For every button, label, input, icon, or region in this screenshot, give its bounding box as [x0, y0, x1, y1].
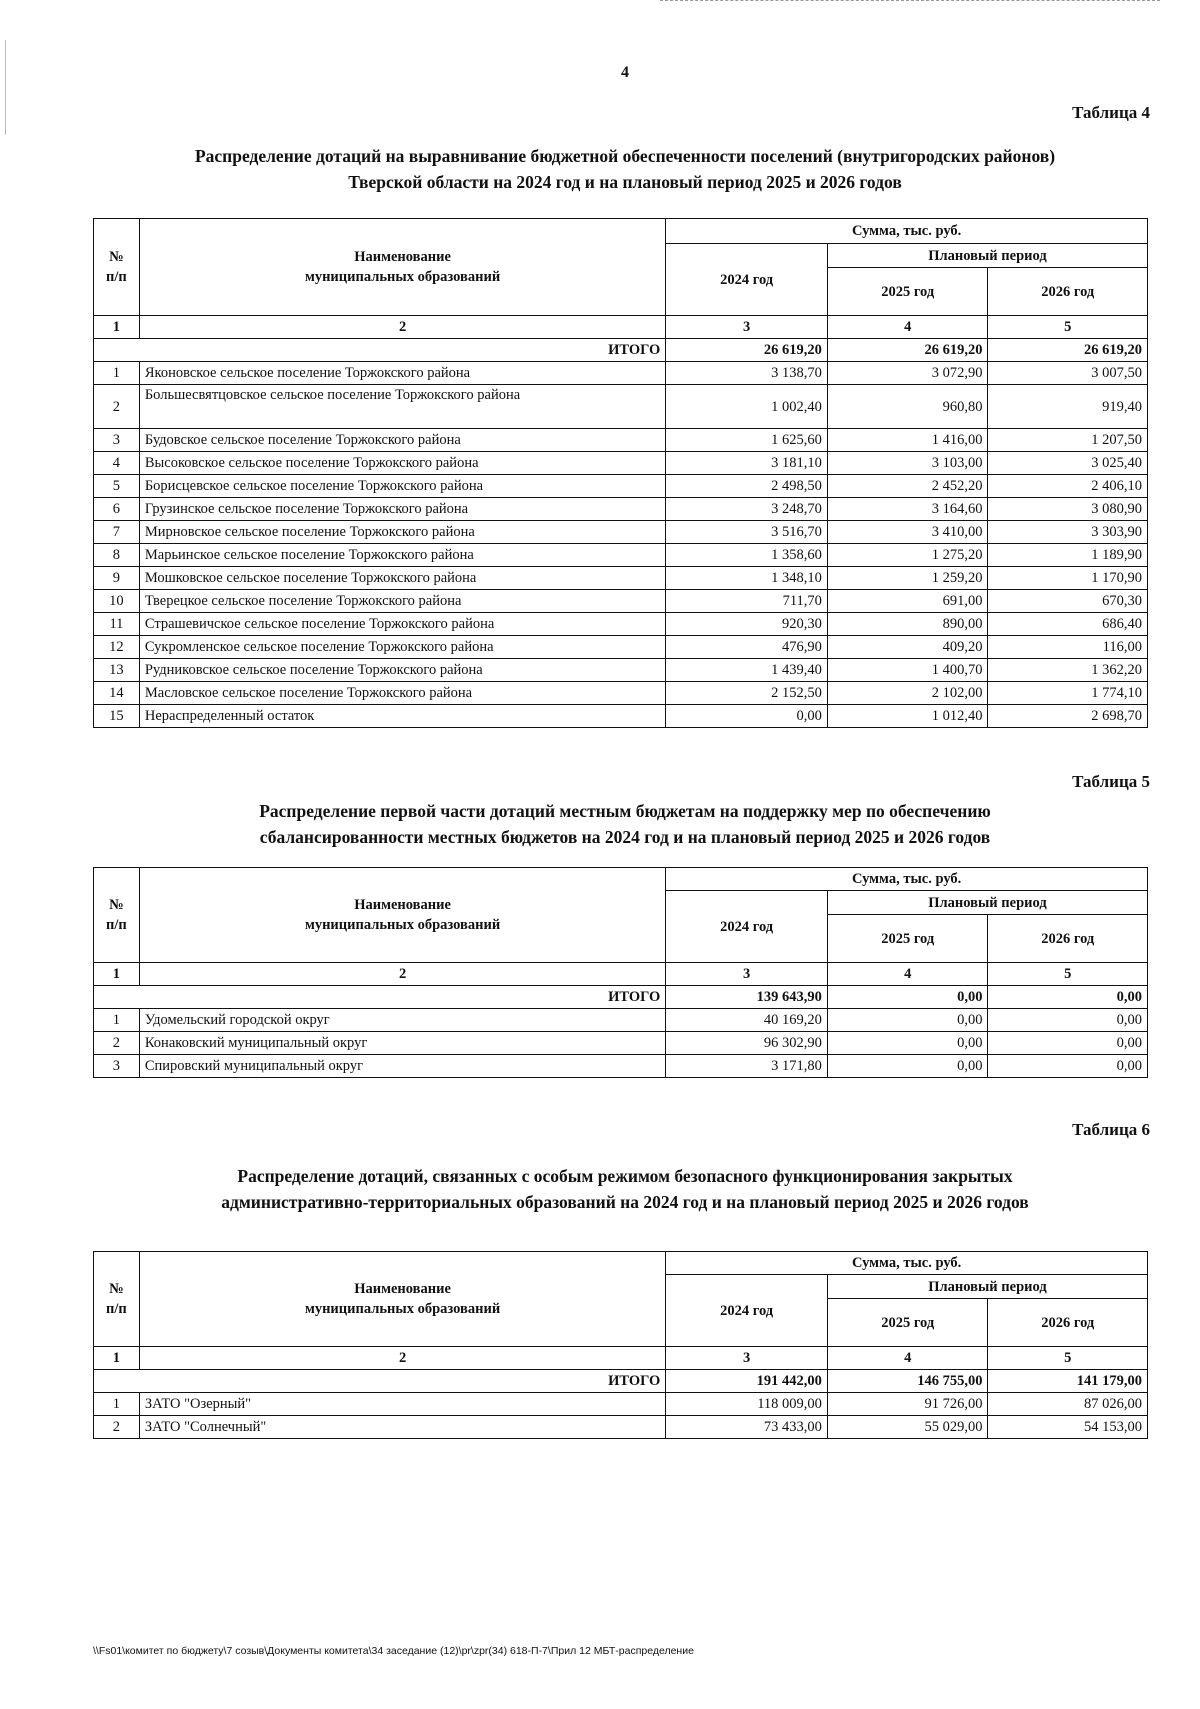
- total-2026: 26 619,20: [988, 339, 1148, 362]
- row-number: 1: [94, 1009, 140, 1032]
- table-6-title-line-1: Распределение дотаций, связанных с особым режимом безопасного функционирования закрытых: [237, 1166, 1013, 1186]
- header-2025: 2025 год: [827, 915, 988, 963]
- col-index-4: 4: [827, 963, 988, 986]
- col-index-1: 1: [94, 316, 140, 339]
- header-2025: 2025 год: [827, 268, 988, 316]
- table-row: [94, 429, 1148, 452]
- row-value-2024: 3 181,10: [666, 452, 828, 475]
- col-index-1: 1: [94, 1347, 140, 1370]
- total-2024: 139 643,90: [666, 986, 828, 1009]
- row-value-2024: 3 138,70: [666, 362, 828, 385]
- header-name: Наименование муниципальных образований: [139, 219, 665, 316]
- row-value-2025: 1 416,00: [827, 429, 988, 452]
- row-name: Удомельский городской округ: [139, 1009, 665, 1032]
- row-value-2024: 711,70: [666, 590, 828, 613]
- header-2026: 2026 год: [988, 268, 1148, 316]
- row-value-2024: 2 152,50: [666, 682, 828, 705]
- row-value-2025: 0,00: [827, 1032, 988, 1055]
- header-name: Наименование муниципальных образований: [139, 868, 665, 963]
- table-row: [94, 521, 1148, 544]
- table-4-title: [100, 143, 1150, 195]
- row-number: 4: [94, 452, 140, 475]
- table-6-caption: Таблица 6: [1072, 1120, 1150, 1139]
- table-row: [94, 567, 1148, 590]
- table-row: [94, 659, 1148, 682]
- table-row: [94, 636, 1148, 659]
- row-name: Мирновское сельское поселение Торжокского района: [139, 521, 665, 544]
- row-number: 2: [94, 385, 140, 429]
- table-5-title: [100, 798, 1150, 850]
- row-name: Яконовское сельское поселение Торжокского района: [139, 362, 665, 385]
- row-name: Сукромленское сельское поселение Торжокского района: [139, 636, 665, 659]
- scan-left-mark: [5, 40, 6, 135]
- total-label: ИТОГО: [94, 986, 666, 1009]
- row-name: Страшевичское сельское поселение Торжокского района: [139, 613, 665, 636]
- row-number: 10: [94, 590, 140, 613]
- table-5-caption: Таблица 5: [1072, 772, 1150, 791]
- row-value-2025: 55 029,00: [827, 1416, 988, 1439]
- table-4-title-line-2: Тверской области на 2024 год и на плановый период 2025 и 2026 годов: [348, 172, 902, 192]
- row-value-2026: 1 774,10: [988, 682, 1148, 705]
- table-5-title-line-2: сбалансированности местных бюджетов на 2024 год и на плановый период 2025 и 2026 годов: [259, 827, 991, 847]
- col-index-5: 5: [988, 963, 1148, 986]
- col-index-1: 1: [94, 963, 140, 986]
- header-number: № п/п: [94, 1252, 140, 1347]
- row-name: Тверецкое сельское поселение Торжокского района: [139, 590, 665, 613]
- table-row: [94, 1416, 1148, 1439]
- row-number: 3: [94, 1055, 140, 1078]
- table-row: [94, 705, 1148, 728]
- header-planned-period: Плановый период: [827, 891, 1147, 915]
- row-number: 8: [94, 544, 140, 567]
- col-index-5: 5: [988, 316, 1148, 339]
- total-row: [94, 339, 1148, 362]
- header-2026: 2026 год: [988, 1299, 1148, 1347]
- row-value-2026: 0,00: [988, 1032, 1148, 1055]
- row-value-2026: 3 007,50: [988, 362, 1148, 385]
- header-sum: Сумма, тыс. руб.: [666, 1252, 1148, 1275]
- table-4-caption: Таблица 4: [1072, 103, 1150, 122]
- table-row: [94, 1009, 1148, 1032]
- row-name: Конаковский муниципальный округ: [139, 1032, 665, 1055]
- col-index-3: 3: [666, 316, 828, 339]
- row-value-2025: 3 410,00: [827, 521, 988, 544]
- page-number: 4: [621, 64, 629, 81]
- row-value-2024: 1 439,40: [666, 659, 828, 682]
- table-row: [94, 1055, 1148, 1078]
- col-index-3: 3: [666, 963, 828, 986]
- header-name: Наименование муниципальных образований: [139, 1252, 665, 1347]
- row-name: Борисцевское сельское поселение Торжокского района: [139, 475, 665, 498]
- total-2026: 0,00: [988, 986, 1148, 1009]
- header-planned-period: Плановый период: [827, 244, 1147, 268]
- scan-top-line: [660, 0, 1160, 1]
- table-row: [94, 1032, 1148, 1055]
- row-value-2024: 3 516,70: [666, 521, 828, 544]
- col-index-4: 4: [827, 1347, 988, 1370]
- row-value-2024: 1 358,60: [666, 544, 828, 567]
- col-index-2: 2: [139, 1347, 665, 1370]
- row-name: ЗАТО "Солнечный": [139, 1416, 665, 1439]
- row-value-2025: 0,00: [827, 1009, 988, 1032]
- header-2024: 2024 год: [666, 244, 828, 316]
- row-value-2024: 96 302,90: [666, 1032, 828, 1055]
- row-name: Марьинское сельское поселение Торжокского района: [139, 544, 665, 567]
- row-value-2024: 1 348,10: [666, 567, 828, 590]
- row-value-2026: 116,00: [988, 636, 1148, 659]
- table-5: [93, 867, 1148, 1078]
- row-value-2025: 3 103,00: [827, 452, 988, 475]
- row-value-2026: 2 698,70: [988, 705, 1148, 728]
- total-2025: 0,00: [827, 986, 988, 1009]
- total-2024: 26 619,20: [666, 339, 828, 362]
- row-value-2026: 87 026,00: [988, 1393, 1148, 1416]
- row-value-2025: 1 012,40: [827, 705, 988, 728]
- row-name: Рудниковское сельское поселение Торжокского района: [139, 659, 665, 682]
- row-number: 15: [94, 705, 140, 728]
- row-value-2025: 409,20: [827, 636, 988, 659]
- header-number: № п/п: [94, 219, 140, 316]
- row-number: 9: [94, 567, 140, 590]
- row-name: Большесвятцовское сельское поселение Торжокского района: [139, 385, 665, 429]
- header-sum: Сумма, тыс. руб.: [666, 219, 1148, 244]
- row-value-2026: 2 406,10: [988, 475, 1148, 498]
- row-value-2026: 0,00: [988, 1055, 1148, 1078]
- row-number: 13: [94, 659, 140, 682]
- row-name: Грузинское сельское поселение Торжокского района: [139, 498, 665, 521]
- row-value-2024: 3 248,70: [666, 498, 828, 521]
- total-2026: 141 179,00: [988, 1370, 1148, 1393]
- row-name: Масловское сельское поселение Торжокского района: [139, 682, 665, 705]
- row-number: 5: [94, 475, 140, 498]
- total-2025: 146 755,00: [827, 1370, 988, 1393]
- header-2026: 2026 год: [988, 915, 1148, 963]
- col-index-4: 4: [827, 316, 988, 339]
- table-5-title-line-1: Распределение первой части дотаций местным бюджетам на поддержку мер по обеспечению: [259, 801, 991, 821]
- total-label: ИТОГО: [94, 1370, 666, 1393]
- row-value-2025: 3 072,90: [827, 362, 988, 385]
- row-number: 12: [94, 636, 140, 659]
- table-row: [94, 544, 1148, 567]
- table-row: [94, 498, 1148, 521]
- row-value-2026: 1 362,20: [988, 659, 1148, 682]
- row-value-2024: 0,00: [666, 705, 828, 728]
- row-value-2026: 1 170,90: [988, 567, 1148, 590]
- col-index-5: 5: [988, 1347, 1148, 1370]
- row-value-2026: 3 303,90: [988, 521, 1148, 544]
- header-sum: Сумма, тыс. руб.: [666, 868, 1148, 891]
- table-6-title-line-2: административно-территориальных образований на 2024 год и на плановый период 2025 и 2026 годов: [221, 1192, 1029, 1212]
- row-value-2026: 919,40: [988, 385, 1148, 429]
- row-value-2025: 0,00: [827, 1055, 988, 1078]
- row-value-2024: 2 498,50: [666, 475, 828, 498]
- col-index-3: 3: [666, 1347, 828, 1370]
- row-value-2025: 2 452,20: [827, 475, 988, 498]
- row-name: Будовское сельское поселение Торжокского района: [139, 429, 665, 452]
- table-row: [94, 1393, 1148, 1416]
- col-index-2: 2: [139, 316, 665, 339]
- row-number: 7: [94, 521, 140, 544]
- table-row: [94, 385, 1148, 429]
- total-2025: 26 619,20: [827, 339, 988, 362]
- row-value-2025: 1 400,70: [827, 659, 988, 682]
- total-label: ИТОГО: [94, 339, 666, 362]
- row-value-2025: 3 164,60: [827, 498, 988, 521]
- header-2024: 2024 год: [666, 1275, 828, 1347]
- col-index-2: 2: [139, 963, 665, 986]
- file-path-footer: \\Fs01\комитет по бюджету\7 созыв\Документы комитета\34 заседание (12)\pr\zpr(34) 618-П-7\Прил 12 МБТ-распределение: [93, 1645, 694, 1657]
- row-value-2024: 118 009,00: [666, 1393, 828, 1416]
- row-value-2024: 920,30: [666, 613, 828, 636]
- row-value-2024: 73 433,00: [666, 1416, 828, 1439]
- table-row: [94, 613, 1148, 636]
- table-6-title: [100, 1163, 1150, 1215]
- header-number: № п/п: [94, 868, 140, 963]
- row-number: 2: [94, 1032, 140, 1055]
- row-number: 1: [94, 1393, 140, 1416]
- row-value-2024: 40 169,20: [666, 1009, 828, 1032]
- row-value-2026: 0,00: [988, 1009, 1148, 1032]
- row-value-2024: 476,90: [666, 636, 828, 659]
- row-name: Мошковское сельское поселение Торжокского района: [139, 567, 665, 590]
- row-value-2026: 3 025,40: [988, 452, 1148, 475]
- total-2024: 191 442,00: [666, 1370, 828, 1393]
- row-number: 11: [94, 613, 140, 636]
- row-name: Высоковское сельское поселение Торжокского района: [139, 452, 665, 475]
- row-value-2024: 3 171,80: [666, 1055, 828, 1078]
- row-value-2025: 2 102,00: [827, 682, 988, 705]
- row-number: 6: [94, 498, 140, 521]
- header-2024: 2024 год: [666, 891, 828, 963]
- row-value-2026: 3 080,90: [988, 498, 1148, 521]
- table-4: [93, 218, 1148, 728]
- row-value-2025: 960,80: [827, 385, 988, 429]
- header-2025: 2025 год: [827, 1299, 988, 1347]
- row-value-2025: 691,00: [827, 590, 988, 613]
- header-planned-period: Плановый период: [827, 1275, 1147, 1299]
- row-name: ЗАТО "Озерный": [139, 1393, 665, 1416]
- total-row: [94, 1370, 1148, 1393]
- row-value-2025: 1 259,20: [827, 567, 988, 590]
- total-row: [94, 986, 1148, 1009]
- row-value-2026: 1 207,50: [988, 429, 1148, 452]
- row-value-2026: 686,40: [988, 613, 1148, 636]
- row-value-2024: 1 625,60: [666, 429, 828, 452]
- row-value-2025: 91 726,00: [827, 1393, 988, 1416]
- table-row: [94, 452, 1148, 475]
- row-number: 2: [94, 1416, 140, 1439]
- row-value-2024: 1 002,40: [666, 385, 828, 429]
- row-value-2025: 890,00: [827, 613, 988, 636]
- table-row: [94, 475, 1148, 498]
- row-value-2026: 54 153,00: [988, 1416, 1148, 1439]
- row-value-2026: 1 189,90: [988, 544, 1148, 567]
- row-name: Спировский муниципальный округ: [139, 1055, 665, 1078]
- row-value-2026: 670,30: [988, 590, 1148, 613]
- row-number: 3: [94, 429, 140, 452]
- table-6: [93, 1251, 1148, 1439]
- table-4-title-line-1: Распределение дотаций на выравнивание бюджетной обеспеченности поселений (внутригородских районов): [194, 146, 1056, 166]
- table-row: [94, 362, 1148, 385]
- row-value-2025: 1 275,20: [827, 544, 988, 567]
- table-row: [94, 590, 1148, 613]
- row-number: 14: [94, 682, 140, 705]
- table-row: [94, 682, 1148, 705]
- row-name: Нераспределенный остаток: [139, 705, 665, 728]
- row-number: 1: [94, 362, 140, 385]
